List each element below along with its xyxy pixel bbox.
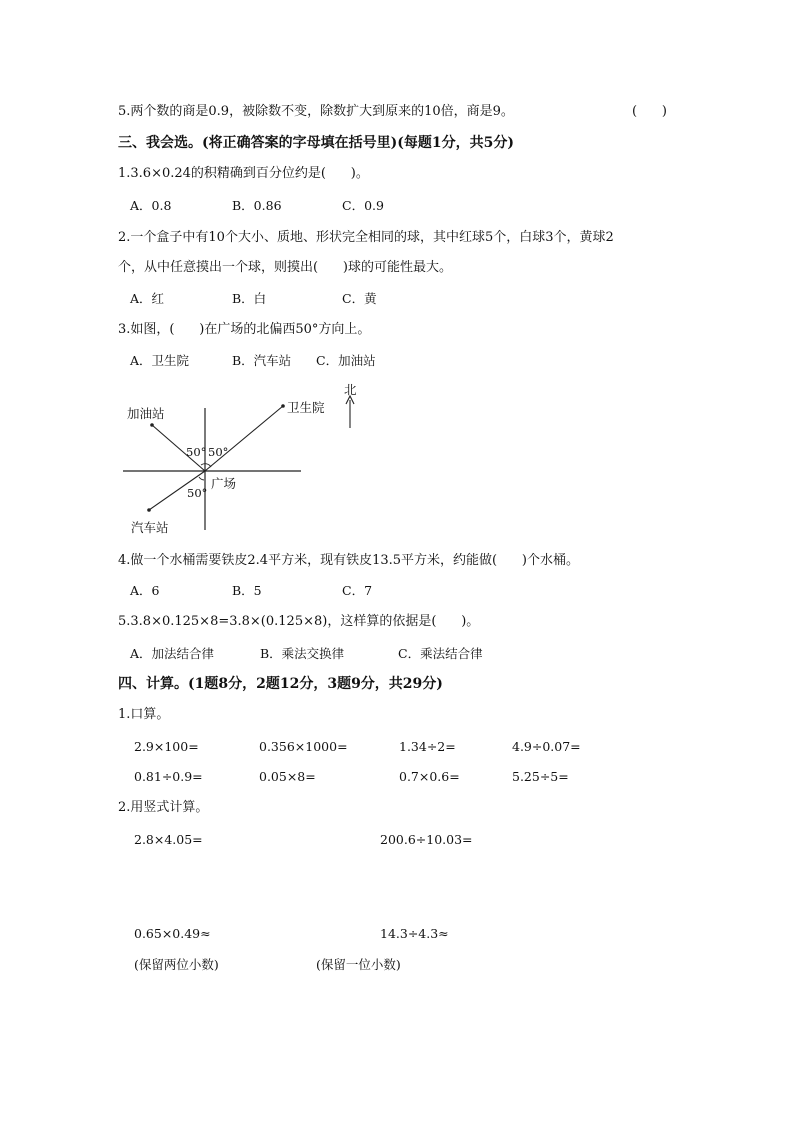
s3-q3-option-c: C．加油站 [316, 353, 376, 368]
angle-arc-top [201, 464, 211, 467]
s3-q4-option-c: C．7 [342, 583, 373, 598]
s3-q5-stem: 5.3.8×0.125×8=3.8×(0.125×8)，这样算的依据是( )。 [118, 614, 480, 629]
mental-calc-2: 0.356×1000= [259, 739, 348, 754]
judge-q5-text: 5.两个数的商是0.9，被除数不变，除数扩大到原来的10倍，商是9。 [118, 104, 514, 119]
s3-q3-option-a: A．卫生院 [130, 353, 190, 368]
angle-arc-bottom [199, 477, 204, 480]
vertical-calc-1: 2.8×4.05= [134, 832, 203, 847]
direction-diagram [115, 380, 375, 540]
ray-clinic [205, 406, 283, 471]
gas-station-point [150, 423, 154, 427]
s3-q1-stem: 1.3.6×0.24的积精确到百分位约是( )。 [118, 166, 369, 181]
rounding-note-2: (保留一位小数) [316, 957, 401, 972]
mental-calc-8: 5.25÷5= [512, 769, 569, 784]
s3-q5-option-c: C．乘法结合律 [398, 646, 483, 661]
s3-q3-option-b: B．汽车站 [232, 353, 292, 368]
rounding-note-1: (保留两位小数) [134, 957, 219, 972]
vertical-calc-3: 0.65×0.49≈ [134, 926, 211, 941]
s3-q2-stem-line2: 个，从中任意摸出一个球，则摸出( )球的可能性最大。 [118, 260, 452, 275]
label-clinic: 卫生院 [287, 400, 325, 415]
label-gas-station: 加油站 [127, 406, 165, 421]
s3-q1-option-c: C．0.9 [342, 198, 384, 213]
s3-q2-option-b: B．白 [232, 291, 267, 306]
s3-q2-option-a: A．红 [130, 291, 165, 306]
s3-q2-stem-line1: 2.一个盒子中有10个大小、质地、形状完全相同的球，其中红球5个，白球3个，黄球2 [118, 230, 614, 245]
s3-q4-option-b: B．5 [232, 583, 262, 598]
mental-calc-4: 4.9÷0.07= [512, 739, 581, 754]
clinic-point [281, 404, 285, 408]
mental-calc-1: 2.9×100= [134, 739, 199, 754]
s3-q5-option-a: A．加法结合律 [130, 646, 215, 661]
s3-q2-option-c: C．黄 [342, 291, 377, 306]
mental-calc-3: 1.34÷2= [399, 739, 456, 754]
label-north: 北 [344, 382, 357, 397]
label-square: 广场 [211, 476, 237, 491]
s3-q5-option-b: B．乘法交换律 [260, 646, 345, 661]
section4-title: 四、计算。(1题8分，2题12分，3题9分，共29分) [118, 676, 443, 692]
mental-calc-5: 0.81÷0.9= [134, 769, 203, 784]
judge-q5-answer-paren: ( ) [632, 104, 667, 119]
mental-calc-6: 0.05×8= [259, 769, 316, 784]
angle-label-1: 50° [186, 445, 207, 459]
vertical-calc-4: 14.3÷4.3≈ [380, 926, 449, 941]
s4-part1-label: 1.口算。 [118, 707, 170, 722]
bus-station-point [147, 508, 151, 512]
vertical-calc-2: 200.6÷10.03= [380, 832, 473, 847]
s3-q4-option-a: A．6 [130, 583, 160, 598]
mental-calc-7: 0.7×0.6= [399, 769, 460, 784]
angle-label-3: 50° [187, 486, 208, 500]
angle-label-2: 50° [208, 445, 229, 459]
s3-q3-stem: 3.如图，( )在广场的北偏西50°方向上。 [118, 322, 371, 337]
s3-q1-option-b: B．0.86 [232, 198, 282, 213]
label-bus-station: 汽车站 [131, 520, 169, 535]
s4-part2-label: 2.用竖式计算。 [118, 800, 209, 815]
section3-title: 三、我会选。(将正确答案的字母填在括号里)(每题1分，共5分) [118, 135, 514, 151]
s3-q4-stem: 4.做一个水桶需要铁皮2.4平方米，现有铁皮13.5平方米，约能做( )个水桶。 [118, 553, 579, 568]
s3-q1-option-a: A．0.8 [130, 198, 172, 213]
